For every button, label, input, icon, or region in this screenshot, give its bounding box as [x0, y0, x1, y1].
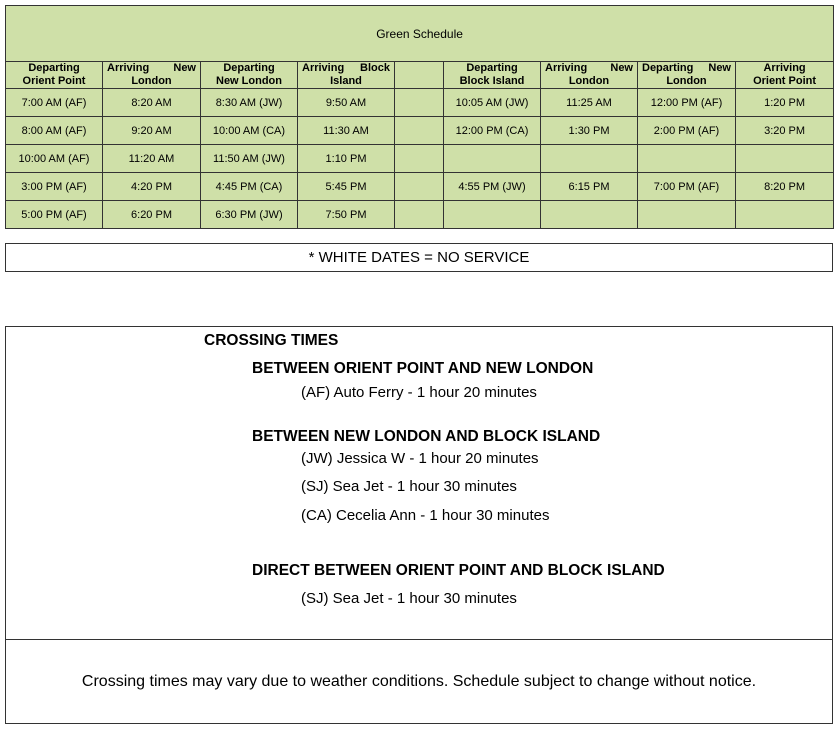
column-header-word: Arriving — [107, 62, 150, 74]
schedule-title: Green Schedule — [6, 6, 834, 62]
sea-jet-time: (SJ) Sea Jet - 1 hour 30 minutes — [301, 478, 517, 495]
column-header-line1: Departing — [223, 62, 275, 74]
column-header-line2: Orient Point — [753, 75, 817, 87]
table-cell — [444, 145, 541, 173]
column-header-line2: Island — [330, 75, 362, 87]
column-header-line1: Departing — [28, 62, 80, 74]
table-cell: 5:45 PM — [298, 173, 395, 201]
table-row — [6, 145, 834, 173]
table-cell: 12:00 PM (CA) — [444, 117, 541, 145]
table-cell — [395, 89, 444, 117]
divider — [6, 639, 832, 640]
table-cell — [736, 145, 834, 173]
column-header-line2: Orient Point — [22, 75, 86, 87]
column-header — [201, 62, 298, 89]
schedule-body — [6, 89, 834, 229]
crossing-times-heading: CROSSING TIMES — [204, 332, 339, 349]
crossing-times-box — [5, 326, 833, 724]
column-header-line2: London — [131, 75, 172, 87]
column-header-word: Departing — [642, 62, 694, 74]
table-cell: 1:20 PM — [736, 89, 834, 117]
column-header-line1: Arriving — [763, 62, 806, 74]
table-cell — [638, 145, 736, 173]
section-direct-title: DIRECT BETWEEN ORIENT POINT AND BLOCK ISLAND — [252, 562, 665, 579]
table-cell: 10:00 AM (AF) — [6, 145, 103, 173]
table-cell: 11:20 AM — [103, 145, 201, 173]
table-cell: 12:00 PM (AF) — [638, 89, 736, 117]
cecelia-ann-time: (CA) Cecelia Ann - 1 hour 30 minutes — [301, 507, 550, 524]
column-header-line2: London — [666, 75, 707, 87]
column-header — [395, 62, 444, 89]
table-row — [6, 173, 834, 201]
column-header-word: New — [610, 62, 633, 74]
auto-ferry-time: (AF) Auto Ferry - 1 hour 20 minutes — [301, 384, 537, 401]
table-cell: 3:20 PM — [736, 117, 834, 145]
table-cell: 6:15 PM — [541, 173, 638, 201]
table-cell — [395, 117, 444, 145]
column-header — [103, 62, 201, 89]
schedule-table — [5, 5, 834, 229]
section-orient-new-london-title: BETWEEN ORIENT POINT AND NEW LONDON — [252, 360, 594, 377]
column-header-word: Block — [360, 62, 390, 74]
table-cell: 8:20 AM — [103, 89, 201, 117]
column-header — [638, 62, 736, 89]
column-header-word: Arriving — [302, 62, 345, 74]
table-cell: 4:55 PM (JW) — [444, 173, 541, 201]
column-header-word: New — [708, 62, 731, 74]
table-cell: 8:00 AM (AF) — [6, 117, 103, 145]
table-cell: 1:10 PM — [298, 145, 395, 173]
table-cell — [541, 145, 638, 173]
column-header — [736, 62, 834, 89]
column-header-line1: Departing — [466, 62, 518, 74]
table-cell: 7:00 PM (AF) — [638, 173, 736, 201]
column-header — [298, 62, 395, 89]
table-cell: 11:50 AM (JW) — [201, 145, 298, 173]
table-cell — [395, 201, 444, 229]
column-header-line2: London — [568, 75, 610, 87]
schedule-disclaimer: Crossing times may vary due to weather conditions. Schedule subject to change without notice. — [81, 673, 757, 690]
table-cell — [444, 201, 541, 229]
table-cell: 8:20 PM — [736, 173, 834, 201]
direct-sea-jet-time: (SJ) Sea Jet - 1 hour 30 minutes — [301, 590, 517, 607]
table-cell: 8:30 AM (JW) — [201, 89, 298, 117]
column-header-word: Arriving — [545, 62, 588, 74]
table-cell: 2:00 PM (AF) — [638, 117, 736, 145]
column-header-line2: New London — [216, 75, 282, 87]
table-cell — [395, 145, 444, 173]
table-cell — [736, 201, 834, 229]
table-cell: 7:00 AM (AF) — [6, 89, 103, 117]
table-cell: 5:00 PM (AF) — [6, 201, 103, 229]
table-cell: 10:00 AM (CA) — [201, 117, 298, 145]
table-cell — [638, 201, 736, 229]
table-cell: 6:30 PM (JW) — [201, 201, 298, 229]
table-cell: 10:05 AM (JW) — [444, 89, 541, 117]
table-cell: 6:20 PM — [103, 201, 201, 229]
table-cell — [395, 173, 444, 201]
table-cell: 4:45 PM (CA) — [201, 173, 298, 201]
no-service-notice: * WHITE DATES = NO SERVICE — [5, 243, 833, 272]
table-row — [6, 117, 834, 145]
table-row — [6, 89, 834, 117]
table-cell: 1:30 PM — [541, 117, 638, 145]
table-cell: 4:20 PM — [103, 173, 201, 201]
table-cell: 7:50 PM — [298, 201, 395, 229]
table-row — [6, 201, 834, 229]
jessica-w-time: (JW) Jessica W - 1 hour 20 minutes — [301, 450, 539, 467]
table-cell: 11:30 AM — [298, 117, 395, 145]
table-cell: 3:00 PM (AF) — [6, 173, 103, 201]
column-header — [444, 62, 541, 89]
column-header-line2: Block Island — [459, 75, 525, 87]
table-cell: 9:50 AM — [298, 89, 395, 117]
column-header-row — [6, 62, 834, 89]
column-header-word: New — [173, 62, 196, 74]
section-new-london-block-island-title: BETWEEN NEW LONDON AND BLOCK ISLAND — [252, 428, 601, 445]
column-header — [6, 62, 103, 89]
table-cell: 9:20 AM — [103, 117, 201, 145]
table-cell — [541, 201, 638, 229]
table-cell: 11:25 AM — [541, 89, 638, 117]
column-header — [541, 62, 638, 89]
